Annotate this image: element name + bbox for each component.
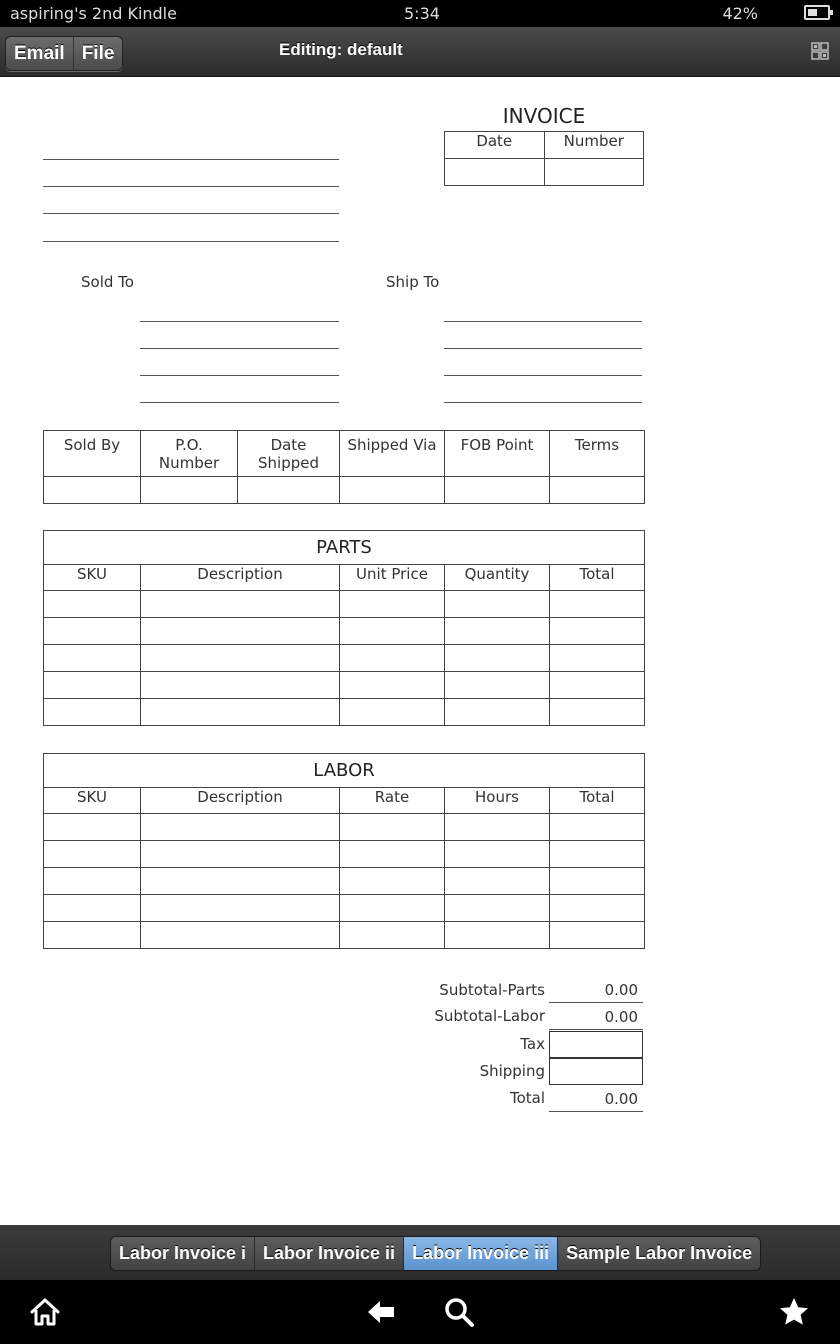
shipping-input[interactable] — [549, 1058, 643, 1085]
cell[interactable] — [141, 672, 340, 699]
cell[interactable] — [445, 841, 550, 868]
invoice-title: INVOICE — [502, 104, 586, 128]
fob-point-header: FOB Point — [445, 431, 550, 477]
sold-to-line[interactable] — [140, 402, 339, 403]
cell[interactable] — [340, 672, 445, 699]
cell[interactable] — [340, 868, 445, 895]
labor-hours-header: Hours — [445, 788, 550, 814]
cell[interactable] — [44, 699, 141, 726]
cell[interactable] — [445, 591, 550, 618]
cell[interactable] — [445, 672, 550, 699]
sold-by-cell[interactable] — [44, 477, 141, 504]
sheet-tab-bar — [0, 1225, 840, 1280]
cell[interactable] — [445, 645, 550, 672]
table-row — [44, 841, 645, 868]
table-row — [44, 645, 645, 672]
parts-description-header: Description — [141, 565, 340, 591]
parts-quantity-header: Quantity — [445, 565, 550, 591]
table-row — [44, 922, 645, 949]
cell[interactable] — [550, 645, 645, 672]
status-bar — [0, 0, 840, 27]
sold-to-line[interactable] — [140, 348, 339, 349]
total-label: Total — [509, 1089, 545, 1107]
table-row — [44, 672, 645, 699]
table-row — [44, 591, 645, 618]
ship-to-line[interactable] — [444, 402, 642, 403]
cell[interactable] — [340, 814, 445, 841]
cell[interactable] — [141, 922, 340, 949]
page-title: Editing: default — [279, 40, 403, 59]
system-nav-bar — [0, 1280, 840, 1344]
table-row — [44, 699, 645, 726]
cell[interactable] — [340, 895, 445, 922]
battery-icon — [804, 5, 830, 20]
cell[interactable] — [550, 591, 645, 618]
company-address-line[interactable] — [43, 159, 339, 160]
cell[interactable] — [340, 591, 445, 618]
labor-title: LABOR — [44, 754, 645, 788]
shipped-via-header: Shipped Via — [340, 431, 445, 477]
invoice-document — [0, 78, 840, 1225]
labor-total-header: Total — [550, 788, 645, 814]
cell[interactable] — [340, 618, 445, 645]
cell[interactable] — [44, 618, 141, 645]
tax-label: Tax — [520, 1035, 545, 1053]
company-address-line[interactable] — [43, 213, 339, 214]
parts-sku-header: SKU — [44, 565, 141, 591]
home-icon[interactable] — [29, 1296, 61, 1328]
cell[interactable] — [44, 814, 141, 841]
cell[interactable] — [445, 699, 550, 726]
sheet-tab-labor-invoice-iii[interactable]: Labor Invoice iii — [403, 1237, 557, 1270]
cell[interactable] — [550, 841, 645, 868]
po-number-cell[interactable] — [141, 477, 238, 504]
labor-description-header: Description — [141, 788, 340, 814]
subtotal-parts-label: Subtotal-Parts — [439, 981, 545, 999]
battery-percentage: 42% — [722, 4, 758, 23]
cell[interactable] — [44, 868, 141, 895]
cell[interactable] — [445, 618, 550, 645]
labor-table — [43, 753, 645, 949]
clock: 5:34 — [404, 4, 440, 23]
date-shipped-cell[interactable] — [238, 477, 340, 504]
subtotal-labor-value: 0.00 — [549, 1004, 643, 1030]
total-value: 0.00 — [549, 1086, 643, 1112]
subtotal-labor-label: Subtotal-Labor — [434, 1007, 545, 1025]
parts-total-header: Total — [550, 565, 645, 591]
company-address-line[interactable] — [43, 241, 339, 242]
favorites-icon[interactable] — [778, 1296, 810, 1328]
cell[interactable] — [550, 672, 645, 699]
cell[interactable] — [550, 922, 645, 949]
ship-to-label: Ship To — [386, 273, 440, 291]
parts-unit-price-header: Unit Price — [340, 565, 445, 591]
sold-to-line[interactable] — [140, 321, 339, 322]
file-button[interactable]: File — [73, 37, 123, 70]
terms-cell[interactable] — [550, 477, 645, 504]
sheet-tab-labor-invoice-i[interactable]: Labor Invoice i — [111, 1237, 254, 1270]
cell[interactable] — [550, 699, 645, 726]
email-button[interactable]: Email — [6, 37, 73, 70]
fullscreen-grid-icon[interactable] — [811, 42, 829, 60]
table-row — [44, 868, 645, 895]
search-icon[interactable] — [443, 1296, 475, 1328]
cell[interactable] — [44, 591, 141, 618]
sheet-tab-labor-invoice-ii[interactable]: Labor Invoice ii — [254, 1237, 403, 1270]
shipping-info-table — [43, 430, 645, 504]
fob-point-cell[interactable] — [445, 477, 550, 504]
ship-to-line[interactable] — [444, 348, 642, 349]
number-cell[interactable] — [544, 159, 644, 186]
cell[interactable] — [445, 814, 550, 841]
cell[interactable] — [550, 618, 645, 645]
cell[interactable] — [141, 699, 340, 726]
cell[interactable] — [44, 841, 141, 868]
cell[interactable] — [141, 591, 340, 618]
tax-input[interactable] — [549, 1031, 643, 1058]
table-row — [44, 814, 645, 841]
back-icon[interactable] — [365, 1296, 397, 1328]
sheet-tab-sample-labor-invoice[interactable]: Sample Labor Invoice — [557, 1237, 760, 1270]
cell[interactable] — [445, 922, 550, 949]
parts-title: PARTS — [44, 531, 645, 565]
sheet-tabs — [110, 1236, 761, 1271]
po-number-header: P.O. Number — [141, 431, 238, 477]
cell[interactable] — [550, 868, 645, 895]
cell[interactable] — [44, 922, 141, 949]
terms-header: Terms — [550, 431, 645, 477]
cell[interactable] — [44, 645, 141, 672]
table-row — [44, 618, 645, 645]
labor-rate-header: Rate — [340, 788, 445, 814]
cell[interactable] — [340, 922, 445, 949]
company-address-line[interactable] — [43, 186, 339, 187]
sold-by-header: Sold By — [44, 431, 141, 477]
shipped-via-cell[interactable] — [340, 477, 445, 504]
toolbar-button-group — [5, 36, 123, 71]
title-bar — [0, 27, 840, 77]
cell[interactable] — [445, 895, 550, 922]
cell[interactable] — [445, 868, 550, 895]
sold-to-line[interactable] — [140, 375, 339, 376]
date-cell[interactable] — [445, 159, 545, 186]
cell[interactable] — [340, 699, 445, 726]
cell[interactable] — [141, 841, 340, 868]
labor-sku-header: SKU — [44, 788, 141, 814]
cell[interactable] — [44, 895, 141, 922]
cell[interactable] — [141, 645, 340, 672]
table-row — [44, 895, 645, 922]
date-number-table — [444, 131, 644, 186]
shipping-label: Shipping — [479, 1062, 545, 1080]
cell[interactable] — [141, 868, 340, 895]
cell[interactable] — [141, 618, 340, 645]
number-header: Number — [544, 132, 644, 159]
cell[interactable] — [550, 814, 645, 841]
device-name: aspiring's 2nd Kindle — [10, 4, 177, 23]
parts-table — [43, 530, 645, 726]
cell[interactable] — [550, 895, 645, 922]
cell[interactable] — [340, 645, 445, 672]
cell[interactable] — [141, 814, 340, 841]
cell[interactable] — [44, 672, 141, 699]
date-header: Date — [445, 132, 545, 159]
subtotal-parts-value: 0.00 — [549, 977, 643, 1003]
ship-to-line[interactable] — [444, 321, 642, 322]
sold-to-label: Sold To — [81, 273, 134, 291]
ship-to-line[interactable] — [444, 375, 642, 376]
date-shipped-header: Date Shipped — [238, 431, 340, 477]
cell[interactable] — [340, 841, 445, 868]
cell[interactable] — [141, 895, 340, 922]
